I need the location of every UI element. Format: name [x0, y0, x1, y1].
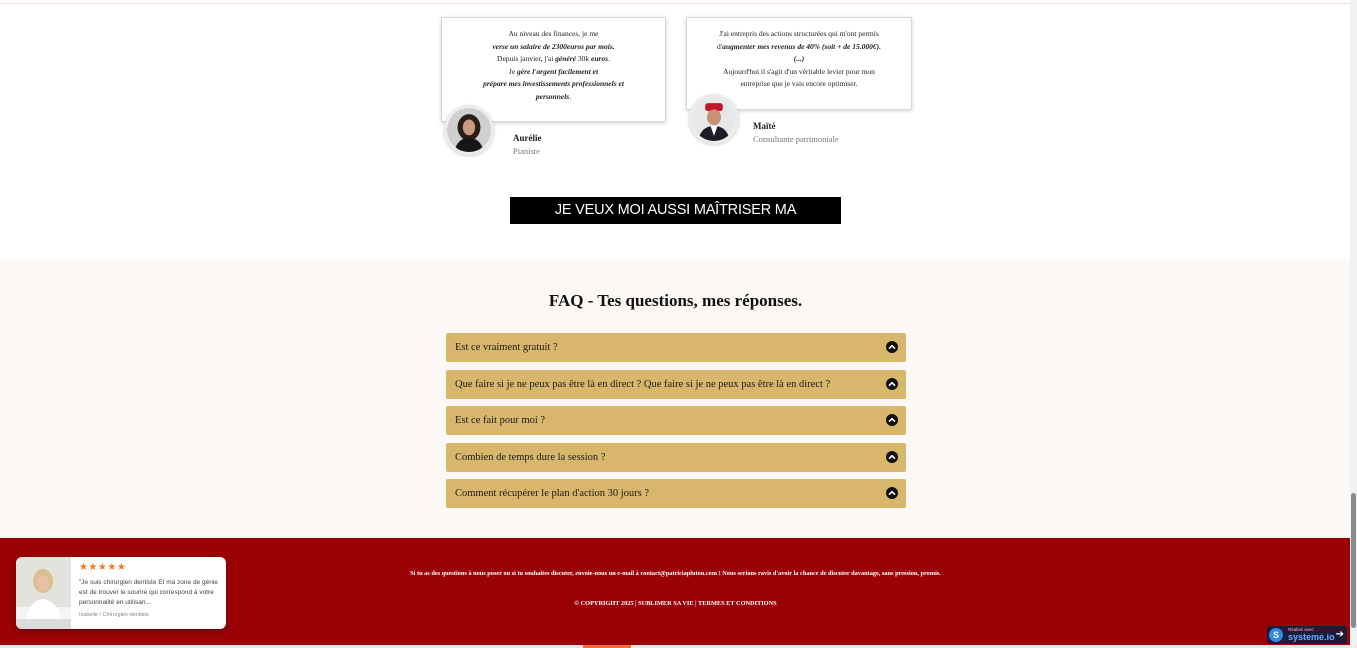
- faq-item[interactable]: [446, 406, 906, 435]
- systeme-badge[interactable]: [1267, 626, 1347, 644]
- copyright-text: © COPYRIGHT 2025: [574, 600, 634, 607]
- testimonial-line: Depuis janvier, j'ai généré 30k euros.: [497, 54, 610, 63]
- testimonial-line: personnels.: [535, 91, 572, 101]
- terms-link[interactable]: TERMES ET CONDITIONS: [698, 600, 777, 607]
- testimonial-line: d'augmenter mes revenus de 40% (soit + de 15.000€).: [717, 41, 881, 51]
- faq-item[interactable]: [446, 443, 906, 472]
- reviewer-photo: [16, 557, 71, 629]
- testimonial-line: entreprise que je vais encore optimiser.: [740, 79, 858, 88]
- testimonial-line: Aujourd'hui il s'agit d'un véritable levier pour mon: [723, 66, 875, 76]
- review-author: Isabelle / Chirurgien-dentiste: [79, 612, 150, 618]
- testimonial-line: Je gère l'argent facilement et: [508, 66, 599, 76]
- faq-question: Est ce fait pour moi ?: [455, 415, 546, 426]
- testimonial-line: J'ai entrepris des actions structurées qui m'ont permis: [719, 29, 879, 38]
- page-scrollbar[interactable]: [1350, 0, 1357, 648]
- testimonial-author-name: Maïté: [753, 121, 776, 131]
- faq-title: FAQ - Tes questions, mes réponses.: [548, 291, 803, 310]
- avatar-aurelie: [444, 105, 494, 155]
- separator: |: [693, 600, 699, 607]
- badge-caption: Réalisé avec: [1288, 627, 1314, 632]
- faq-question: Est ce vraiment gratuit ?: [455, 342, 558, 353]
- separator: |: [633, 600, 639, 607]
- testimonial-line: verse un salaire de 2300euros par mois.: [492, 41, 615, 51]
- review-widget[interactable]: [16, 557, 226, 629]
- chevron-up-icon[interactable]: [886, 451, 898, 463]
- testimonial-author-role: Pianiste: [513, 146, 540, 156]
- top-divider: [0, 3, 1350, 4]
- testimonial-author-role: Consultante patrimoniale: [753, 134, 839, 144]
- badge-brand: systeme.io: [1288, 632, 1335, 642]
- chevron-up-icon[interactable]: [886, 487, 898, 499]
- cta-button[interactable]: JE VEUX MOI AUSSI MAÎTRISER MA TRÉSORERIE: [510, 197, 841, 224]
- faq-item[interactable]: [446, 333, 906, 362]
- faq-item[interactable]: [446, 479, 906, 508]
- footer-contact-text: Si tu as des questions à nous poser ou si tu souhaites discuter, envoie-nous un e-mail à contact@patriciapluton.com ! Nous serions ravis d'avoir la chance de discuter davantage, sans pression, promis.: [410, 570, 941, 577]
- testimonial-line: (...): [793, 54, 805, 63]
- systeme-logo-icon: S: [1269, 628, 1283, 642]
- faq-question: Combien de temps dure la session ?: [455, 452, 606, 463]
- footer-links: [400, 600, 951, 607]
- scrollbar-thumb[interactable]: [1351, 493, 1356, 628]
- faq-item[interactable]: [446, 370, 906, 399]
- chevron-up-icon[interactable]: [886, 378, 898, 390]
- testimonial-line: Au niveau des finances, je me: [508, 29, 599, 38]
- rating-stars: ★★★★★: [79, 562, 127, 573]
- brand-link[interactable]: SUBLIMER SA VIE: [638, 600, 694, 607]
- faq-question: Que faire si je ne peux pas être là en direct ? Que faire si je ne peux pas être là en direct ?: [455, 379, 831, 390]
- testimonial-line: prépare mes investissements professionnels et: [483, 79, 624, 88]
- chevron-up-icon[interactable]: [886, 341, 898, 353]
- testimonial-author-name: Aurélie: [513, 133, 542, 143]
- avatar-maite: [689, 94, 739, 144]
- review-text: "Je suis chirurgien dentiste Et ma zone de génie est de trouver le sourire qui correspond à votre personnalité en utilisan...: [79, 579, 218, 606]
- arrow-right-icon: ➔: [1335, 629, 1344, 640]
- chevron-up-icon[interactable]: [886, 414, 898, 426]
- faq-question: Comment récupérer le plan d'action 30 jours ?: [455, 488, 650, 499]
